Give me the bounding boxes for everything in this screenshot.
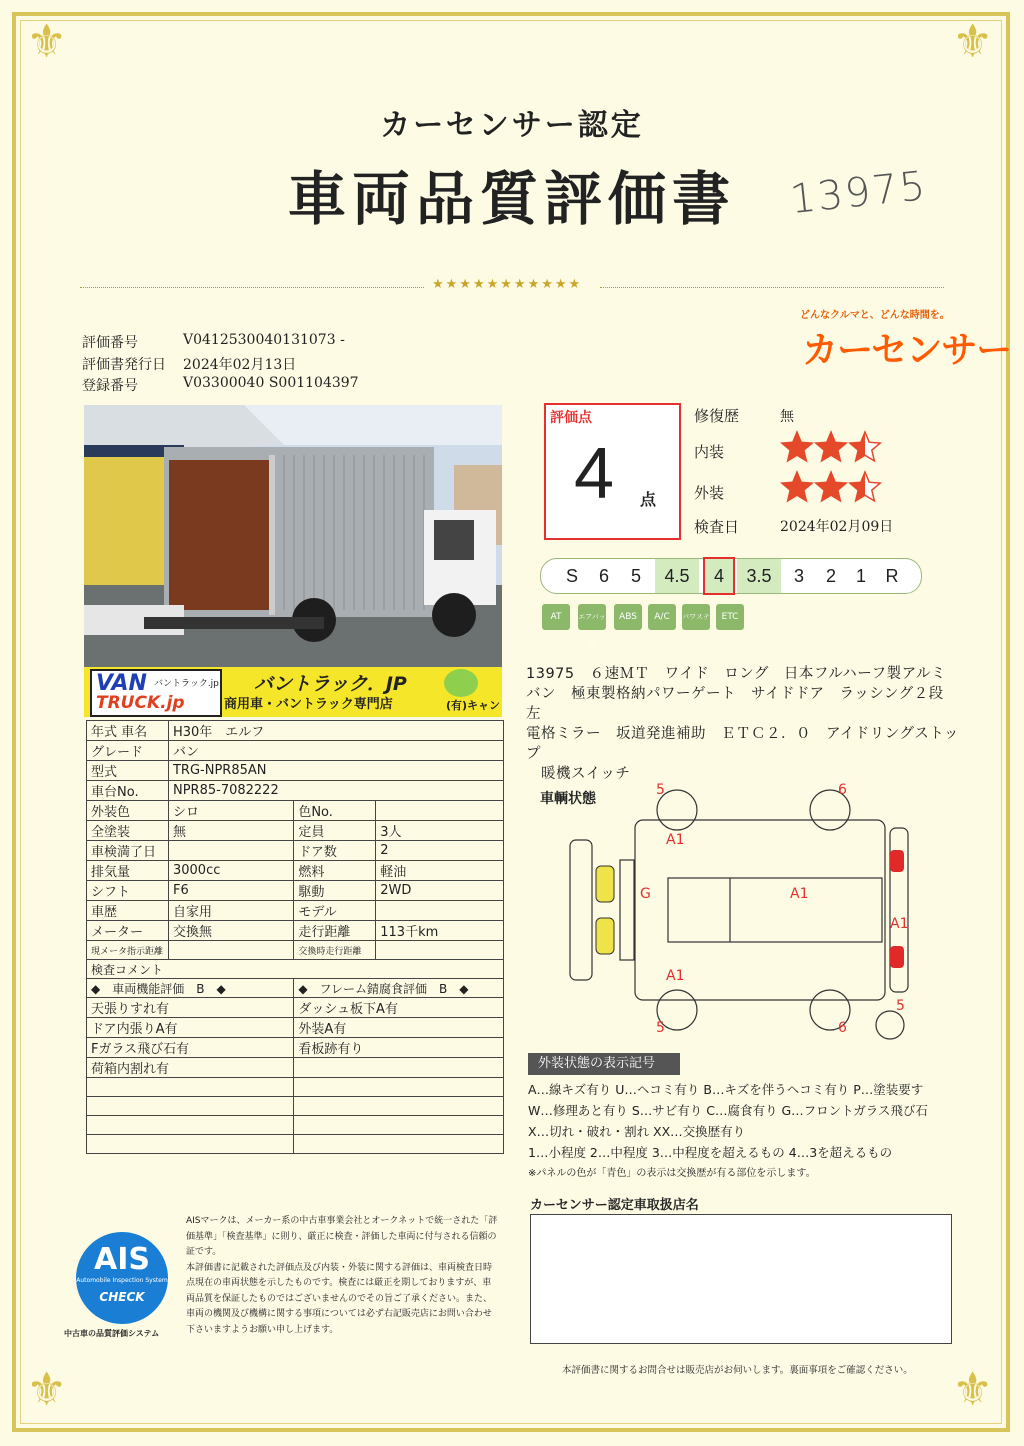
info-label: 登録番号 [82, 378, 138, 394]
vehicle-photo [84, 405, 502, 667]
interior-label: 内装 [694, 443, 725, 461]
dealer-logo [90, 669, 222, 717]
interior-stars [780, 430, 890, 470]
spec-value: 3人 [376, 821, 504, 841]
comment-row [87, 1018, 504, 1038]
spec-value: 無 [168, 821, 293, 841]
spec-label: 車検満了日 [87, 841, 169, 861]
ais-logo-sub: Automobile Inspection System [76, 1277, 168, 1284]
spec-label: 現メータ指示距離 [87, 941, 169, 960]
spec-label: 型式 [87, 761, 169, 781]
spec-value: H30年 エルフ [168, 721, 503, 741]
ais-check: CHECK [99, 1290, 145, 1304]
divider [80, 287, 424, 288]
spec-value [168, 841, 293, 861]
spec-label: グレード [87, 741, 169, 761]
airbag-icon: エアバッグ [578, 604, 606, 630]
spec-value [376, 901, 504, 921]
inspection-header-row [87, 979, 504, 998]
inspection-date-value: 2024年02月09日 [780, 519, 894, 535]
legend-title: 外装状態の表示記号 [528, 1053, 680, 1075]
grade-cell: 3 [793, 566, 804, 586]
divider [600, 287, 944, 288]
comment-cell [87, 1116, 294, 1135]
comment-row [87, 1038, 504, 1058]
handwritten-number: 13975 [787, 162, 930, 224]
spec-value [376, 801, 504, 821]
mascot-icon [444, 669, 478, 697]
comment-cell [87, 1135, 294, 1154]
exterior-stars [780, 470, 890, 510]
inspection-header-row [87, 960, 504, 979]
spec-label: 定員 [294, 821, 376, 841]
spec-label: 駆動 [294, 881, 376, 901]
certificate-subtitle: カーセンサー認定 [380, 108, 644, 143]
star-fill [816, 432, 846, 461]
grade-cell: 4.5 [655, 559, 699, 593]
legend-note: ※パネルの色が「青色」の表示は交換歴が有る部位を示します。 [528, 1168, 816, 1179]
dealer-box-label: カーセンサー認定車取扱店名 [530, 1198, 699, 1213]
grade-cell: 6 [598, 566, 609, 586]
damage-mark: A1 [790, 886, 809, 902]
comment-cell [294, 1097, 504, 1116]
comment-cell [87, 1097, 294, 1116]
damage-mark: 5 [656, 1020, 665, 1036]
grade-cell: 1 [855, 566, 866, 586]
corner-ornament-icon: ⚜ [26, 1362, 68, 1416]
legend-line: A…線キズ有り U…ヘコミ有り B…キズを伴うヘコミ有り P…塗装要す [528, 1082, 924, 1097]
star-fill [782, 472, 812, 501]
spec-row [87, 881, 504, 901]
dealer-banner [84, 667, 502, 717]
comment-row [87, 1135, 504, 1154]
spec-row [87, 781, 504, 801]
comment-cell: ドア内張りA有 [87, 1018, 294, 1038]
spec-value [168, 941, 293, 960]
spec-value: 2WD [376, 881, 504, 901]
comment-cell: 荷箱内割れ有 [87, 1058, 294, 1078]
ais-logo [76, 1232, 168, 1324]
spec-value: 113千km [376, 921, 504, 941]
ais-logo-text: AIS [94, 1242, 150, 1277]
star-fill [816, 472, 846, 501]
corner-ornament-icon: ⚜ [952, 14, 994, 68]
comment-cell: Fガラス飛び石有 [87, 1038, 294, 1058]
dealer-headline: バントラック．JP [254, 673, 407, 695]
certificate-title: 車両品質評価書 [287, 165, 736, 233]
repair-history-value: 無 [780, 409, 794, 425]
aircon-icon: A/C [648, 604, 676, 630]
dealer-company: (有)キャン [446, 699, 501, 712]
inspection-comment-label: 検査コメント [87, 960, 504, 979]
info-label: 評価番号 [82, 335, 138, 351]
comment-row [87, 1097, 504, 1116]
spec-value: 2 [376, 841, 504, 861]
comment-row [87, 1116, 504, 1135]
damage-mark: A1 [666, 968, 685, 984]
spec-label: 年式 車名 [87, 721, 169, 741]
spec-label: 交換時走行距離 [294, 941, 376, 960]
comment-row [87, 1058, 504, 1078]
score-unit: 点 [640, 490, 657, 509]
damage-mark: 6 [838, 1020, 847, 1036]
grade-cell: 2 [825, 566, 836, 586]
frame-eval-header: ◆ フレーム錆腐食評価 B ◆ [294, 979, 504, 998]
grade-cell: S [565, 566, 578, 586]
spec-row [87, 921, 504, 941]
exterior-label: 外装 [694, 484, 725, 502]
spec-table [86, 720, 504, 1154]
spec-row [87, 761, 504, 781]
spec-value: 自家用 [168, 901, 293, 921]
spec-value: NPR85-7082222 [168, 781, 503, 801]
spec-value: F6 [168, 881, 293, 901]
comment-cell [294, 1116, 504, 1135]
grade-scale [540, 558, 922, 594]
spec-label: 外装色 [87, 801, 169, 821]
etc-icon: ETC [716, 604, 744, 630]
comment-cell [294, 1058, 504, 1078]
comment-cell [87, 1078, 294, 1097]
info-label: 評価書発行日 [82, 357, 166, 373]
score-box [544, 403, 681, 540]
inspection-date-label: 検査日 [694, 518, 740, 536]
corner-ornament-icon: ⚜ [26, 14, 68, 68]
spec-value: シロ [168, 801, 293, 821]
ais-disclaimer: AISマークは、メーカー系の中古車事業会社とオークネットで統一された「評価基準」「検査基準」に則り、厳正に検査・評価した車両に付与される信頼の証です。 本評価書に記載された評価点及び内装・外装に関する評価は、車両検査日時点現在の車両状態を示したものです。検査には厳正を期しておりますが、車両品質を保証したものではございませんのでその旨ご了承ください。また、車両の機関及び機構に関する事項については必ず右記販売店にお問い合わせ下さいますようお願い申し上げます。 [186, 1216, 498, 1335]
comment-cell: 看板跡有り [294, 1038, 504, 1058]
grade-cell: 3.5 [737, 559, 781, 593]
spec-label: 全塗装 [87, 821, 169, 841]
spec-value [376, 941, 504, 960]
spec-label: 車歴 [87, 901, 169, 921]
spec-label: 車台No. [87, 781, 169, 801]
damage-mark: A1 [890, 916, 909, 932]
dealer-logo-top: VAN [96, 671, 147, 696]
info-value: 2024年02月13日 [183, 357, 297, 373]
comment-row [87, 1078, 504, 1097]
brand-tagline: どんなクルマと、どんな時間を。 [800, 310, 950, 321]
power-steering-icon: パワステ [682, 604, 710, 630]
legend-line: 1…小程度 2…中程度 3…中程度を超えるもの 4…3を超えるもの [528, 1145, 893, 1160]
spec-row [87, 901, 504, 921]
spec-label: シフト [87, 881, 169, 901]
score-label: 評価点 [550, 410, 592, 426]
spec-row [87, 941, 504, 960]
dealer-name-box [530, 1214, 952, 1344]
grade-cell: 5 [630, 566, 641, 586]
spec-row [87, 721, 504, 741]
comment-cell: 天張りすれ有 [87, 998, 294, 1018]
comment-cell: ダッシュ板下A有 [294, 998, 504, 1018]
score-value: 4 [574, 434, 615, 514]
at-icon: AT [542, 604, 570, 630]
spec-label: 色No. [294, 801, 376, 821]
grade-cell: R [885, 566, 899, 586]
corner-ornament-icon: ⚜ [952, 1362, 994, 1416]
damage-mark: 6 [838, 782, 847, 798]
vehicle-condition-label: 車輌状態 [540, 791, 596, 807]
spec-label: 排気量 [87, 861, 169, 881]
spec-value: 3000cc [168, 861, 293, 881]
ais-caption: 中古車の品質評価システム [64, 1329, 160, 1338]
abs-icon: ABS [614, 604, 642, 630]
comment-cell [294, 1078, 504, 1097]
function-eval-header: ◆ 車両機能評価 B ◆ [87, 979, 294, 998]
info-value: V03300040 S001104397 [183, 375, 359, 391]
damage-mark: G [640, 886, 651, 902]
dealer-subline: 商用車・バントラック専門店 [224, 697, 393, 712]
vehicle-description: 13975 ６速ＭＴ ワイド ロング 日本フルハーフ製アルミ バン 極東製格納パワーゲート サイドドア ラッシング２段 左 電格ミラー 坂道発進補助 ＥＴＣ２．０ アイドリングストップ 暖機スイッチ [526, 666, 959, 782]
spec-value: 交換無 [168, 921, 293, 941]
spec-label: ドア数 [294, 841, 376, 861]
comment-cell: 外装A有 [294, 1018, 504, 1038]
brand-logo: カーセンサー [802, 330, 1012, 371]
divider-stars: ★★★★★★★★★★★ [432, 277, 583, 292]
footer-note: 本評価書に関するお問合せは販売店がお伺いします。裏面事項をご確認ください。 [562, 1365, 913, 1376]
comment-cell [294, 1135, 504, 1154]
legend-line: W…修理あと有り S…サビ有り C…腐食有り G…フロントガラス飛び石 [528, 1103, 928, 1118]
comment-row [87, 998, 504, 1018]
dealer-logo-bottom: TRUCK.jp [96, 693, 185, 713]
dealer-logo-small: バントラック.jp [154, 679, 219, 689]
info-value: V0412530040131073 - [183, 332, 345, 348]
vehicle-diagram [540, 780, 920, 1044]
repair-history-label: 修復歴 [694, 407, 740, 425]
damage-mark: 5 [896, 998, 905, 1014]
spec-value: TRG-NPR85AN [168, 761, 503, 781]
spec-row [87, 821, 504, 841]
damage-mark: A1 [666, 832, 685, 848]
spec-value: バン [168, 741, 503, 761]
spec-row [87, 741, 504, 761]
spec-label: モデル [294, 901, 376, 921]
legend-line: X…切れ・破れ・割れ XX…交換歴有り [528, 1124, 746, 1139]
spec-label: 走行距離 [294, 921, 376, 941]
spec-label: メーター [87, 921, 169, 941]
spec-row [87, 801, 504, 821]
spec-label: 燃料 [294, 861, 376, 881]
spec-row [87, 861, 504, 881]
spec-value: 軽油 [376, 861, 504, 881]
grade-cell-selected: 4 [703, 557, 735, 595]
damage-mark: 5 [656, 782, 665, 798]
star-fill [782, 432, 812, 461]
spec-row [87, 841, 504, 861]
